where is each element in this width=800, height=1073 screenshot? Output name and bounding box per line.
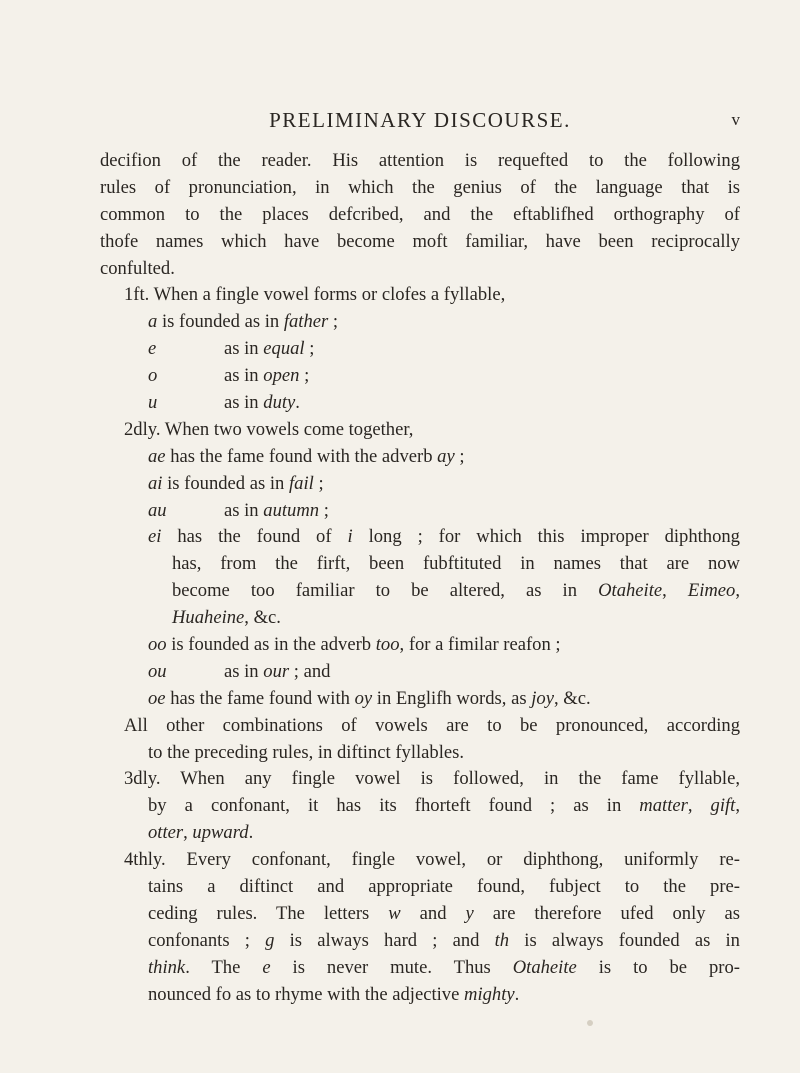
page-number: v [731, 110, 740, 129]
vowel: e [148, 338, 157, 360]
text-line: to the preceding rules, in diftinct fyllables. [148, 741, 465, 763]
diphthong-rule-ou: ou as in our ; and [100, 659, 740, 686]
paragraph-4thly-heading: 4thly. Every confonant, fingle vowel, or diphthong, uniformly re- [124, 849, 740, 871]
paper-blemish [587, 1020, 593, 1026]
text-line: has, from the firft, been fubftituted in names that are now [172, 553, 740, 575]
example-word: joy [531, 687, 554, 709]
example-word: duty [263, 392, 296, 414]
diphthong-rule-ei: ei has the found of i long ; for which this improper diphthong [148, 526, 740, 548]
vowel-rule-e: e as in equal ; [100, 336, 740, 363]
paragraph-2dly-heading: 2dly. When two vowels come together, [124, 418, 414, 440]
vowel: o [148, 365, 158, 387]
place-name: Huaheine [172, 607, 245, 629]
place-name: Otaheite [512, 956, 577, 978]
example-word: father [283, 311, 329, 333]
text-line: think. The e is never mute. Thus Otaheite is to be pro- [148, 956, 740, 978]
example-word: autumn [263, 499, 320, 521]
page-header [100, 108, 740, 138]
example-word: equal [263, 338, 305, 360]
diphthong-rule-ae: ae has the fame found with the adverb ay ; [148, 445, 465, 467]
running-title: PRELIMINARY DISCOURSE. [269, 108, 571, 132]
diphthong-rule-au: au as in autumn ; [100, 498, 740, 525]
example-word: open [263, 365, 300, 387]
text-line: thofe names which have become moft familiar, have been reciprocally [100, 230, 740, 252]
example-word: mighty [464, 983, 515, 1005]
text-line: All other combinations of vowels are to be pronounced, according [124, 714, 740, 736]
vowel-rule-u: u as in duty. [100, 390, 740, 417]
diphthong: ae [148, 445, 166, 467]
text-line: Huaheine, &c. [172, 607, 281, 629]
text-line: by a confonant, it has its fhorteft found ; as in matter, gift, [148, 795, 740, 817]
diphthong: ou [148, 660, 167, 682]
diphthong-rule-oe: oe has the fame found with oy in Englifh words, as joy, &c. [148, 687, 591, 709]
diphthong-rule-ai: ai is founded as in fail ; [148, 472, 324, 494]
example-word: gift [710, 795, 736, 817]
text-line: become too familiar to be altered, as in Otaheite, Eimeo, [172, 580, 741, 602]
place-name: Otaheite [598, 580, 663, 602]
text-line: confonants ; g is always hard ; and th is always founded as in [148, 929, 740, 951]
paragraph-1st-heading: 1ft. When a fingle vowel forms or clofes a fyllable, [124, 284, 506, 306]
example-word: matter [639, 795, 688, 817]
text-line: common to the places defcribed, and the eftablifhed orthography of [100, 203, 740, 225]
vowel-rule-o: o as in open ; [100, 363, 740, 390]
paragraph-3dly-heading: 3dly. When any fingle vowel is followed, in the fame fyllable, [124, 768, 740, 790]
example-word: our [263, 660, 290, 682]
text-line: rules of pronunciation, in which the genius of the language that is [100, 176, 740, 198]
diphthong: oe [148, 687, 166, 709]
text-line: confulted. [100, 257, 175, 279]
diphthong: au [148, 499, 167, 521]
text-line: ceding rules. The letters w and y are therefore ufed only as [148, 902, 741, 924]
diphthong-rule-oo: oo is founded as in the adverb too, for a fimilar reafon ; [148, 634, 561, 656]
example-word: upward [192, 822, 249, 844]
example-word: otter [148, 822, 184, 844]
text-body [100, 148, 740, 1009]
example-word: think [148, 956, 186, 978]
example-word: fail [289, 472, 314, 494]
diphthong: ei [148, 526, 162, 548]
text-line: nounced fo as to rhyme with the adjective mighty. [148, 983, 520, 1005]
diphthong: ai [148, 472, 163, 494]
vowel: u [148, 392, 158, 414]
example-word: too [375, 634, 400, 656]
vowel-rule-a: a is founded as in father ; [148, 311, 339, 333]
text-line: tains a diftinct and appropriate found, fubject to the pre- [148, 876, 740, 898]
place-name: Eimeo [687, 580, 736, 602]
text-line: otter, upward. [148, 822, 254, 844]
diphthong: oo [148, 634, 167, 656]
text-line: decifion of the reader. His attention is requefted to the following [100, 150, 740, 171]
vowel: a [148, 311, 158, 333]
example-word: ay [437, 445, 455, 467]
